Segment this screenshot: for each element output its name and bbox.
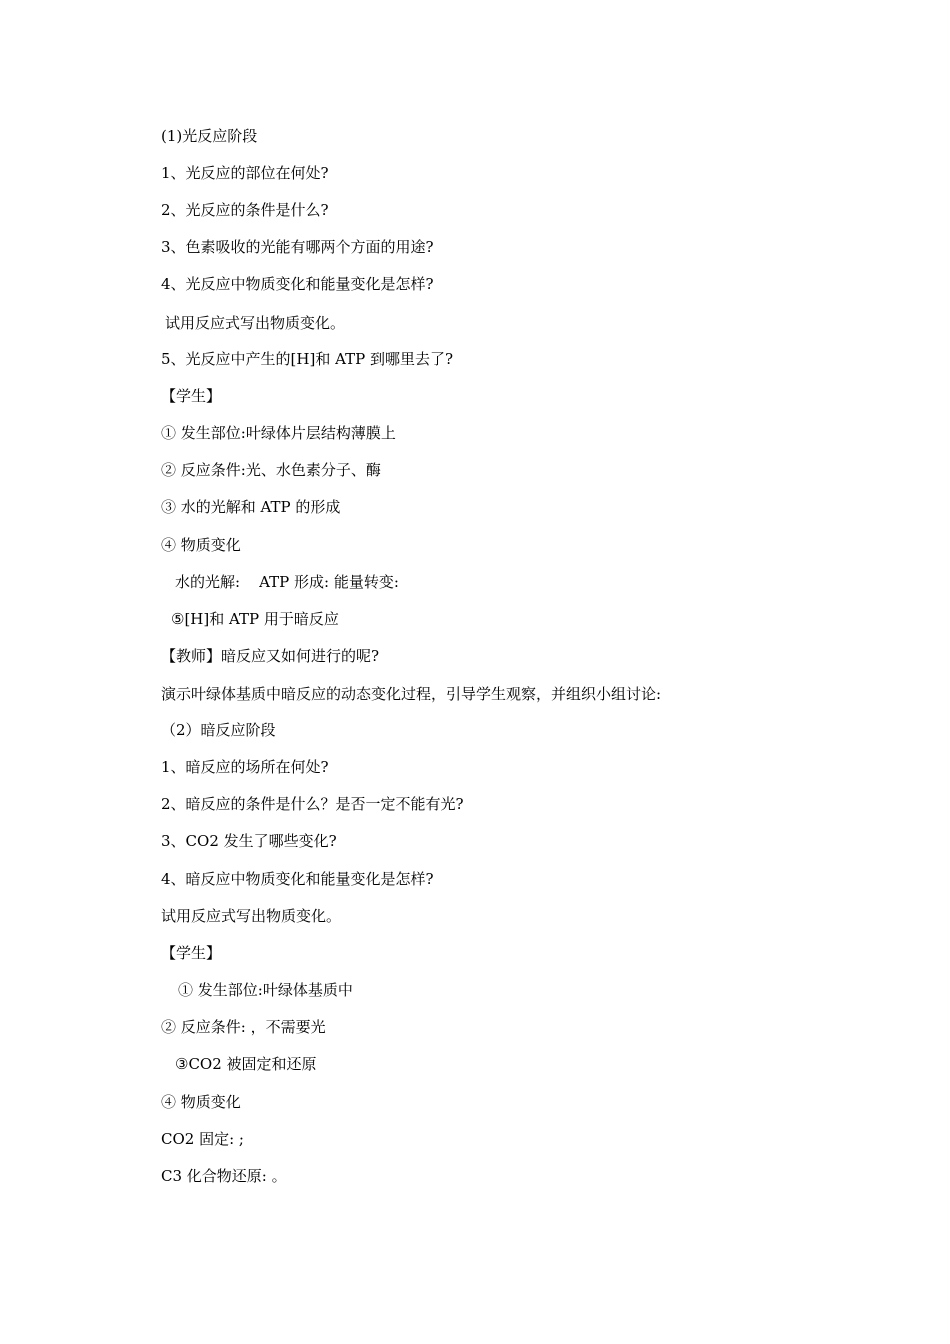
dark-instruction-line: 试用反应式写出物质变化。 <box>161 907 342 925</box>
answer-3: ③ 水的光解和 ATP 的形成 <box>161 498 341 516</box>
co2-fixation-line: CO2 固定: ; <box>161 1130 244 1148</box>
student-label-2: 【学生】 <box>161 944 222 962</box>
section-heading-dark-reaction: （2）暗反应阶段 <box>161 721 276 739</box>
teacher-line: 【教师】暗反应又如何进行的呢? <box>161 647 380 665</box>
dark-answer-1: ① 发生部位:叶绿体基质中 <box>178 981 353 999</box>
answer-4-detail: 水的光解: ATP 形成: 能量转变: <box>175 573 399 591</box>
instruction-line: 试用反应式写出物质变化。 <box>165 314 346 332</box>
demo-line: 演示叶绿体基质中暗反应的动态变化过程，引导学生观察，并组织小组讨论: <box>161 685 662 703</box>
question-5: 5、光反应中产生的[H]和 ATP 到哪里去了? <box>161 350 454 368</box>
dark-answer-2: ② 反应条件: ，不需要光 <box>161 1018 326 1036</box>
c3-reduction-line: C3 化合物还原: 。 <box>161 1167 287 1185</box>
answer-2: ② 反应条件:光、水色素分子、酶 <box>161 461 381 479</box>
student-label: 【学生】 <box>161 387 222 405</box>
question-3: 3、色素吸收的光能有哪两个方面的用途? <box>161 238 434 256</box>
dark-answer-4: ④ 物质变化 <box>161 1093 241 1111</box>
dark-question-3: 3、CO2 发生了哪些变化? <box>161 832 337 850</box>
question-1: 1、光反应的部位在何处? <box>161 164 329 182</box>
question-4: 4、光反应中物质变化和能量变化是怎样? <box>161 275 434 293</box>
question-2: 2、光反应的条件是什么? <box>161 201 329 219</box>
answer-4: ④ 物质变化 <box>161 536 241 554</box>
answer-5: ⑤[H]和 ATP 用于暗反应 <box>171 610 339 628</box>
dark-answer-3: ③CO2 被固定和还原 <box>175 1055 317 1073</box>
dark-question-4: 4、暗反应中物质变化和能量变化是怎样? <box>161 870 434 888</box>
answer-1: ① 发生部位:叶绿体片层结构薄膜上 <box>161 424 396 442</box>
dark-question-1: 1、暗反应的场所在何处? <box>161 758 329 776</box>
section-heading-light-reaction: (1)光反应阶段 <box>161 127 258 145</box>
dark-question-2: 2、暗反应的条件是什么？是否一定不能有光? <box>161 795 464 813</box>
